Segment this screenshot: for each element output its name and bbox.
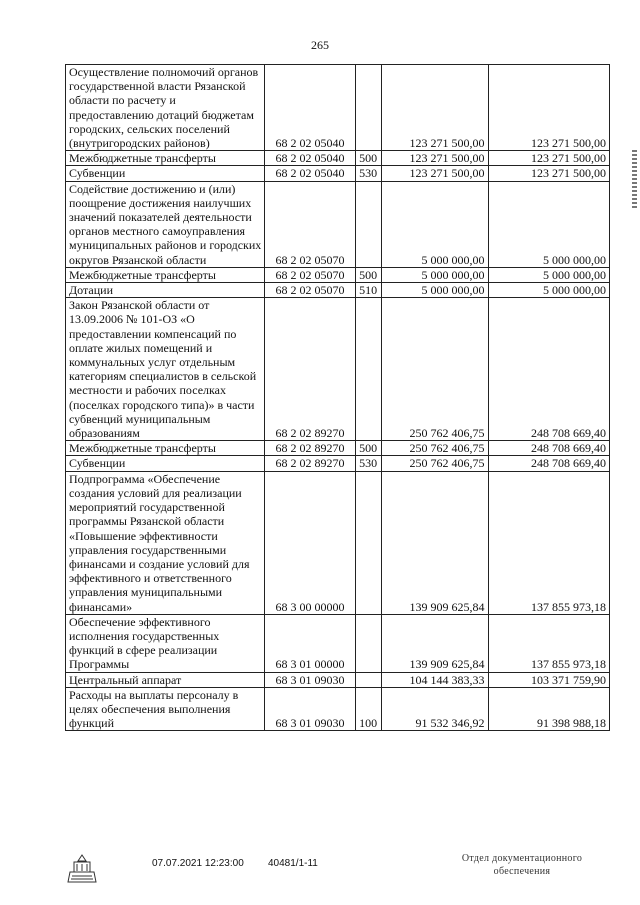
amount-actual: 248 708 669,40 bbox=[488, 298, 609, 441]
table-row bbox=[66, 151, 610, 166]
target-code: 68 2 02 05040 bbox=[265, 166, 355, 181]
stamp-line: обеспечения bbox=[493, 866, 551, 877]
target-code: 68 2 02 89270 bbox=[265, 298, 355, 441]
amount-actual: 123 271 500,00 bbox=[488, 166, 609, 181]
emblem-icon bbox=[60, 852, 104, 888]
item-name: Закон Рязанской области от 13.09.2006 № 101-ОЗ «О предоставлении компенсаций по оплате жилых помещений и коммунальных услуг отдельным категориям специалистов в сельской местности и рабочих поселках (поселках городского типа)» в части субвенций муниципальным образованиям bbox=[66, 298, 265, 441]
expense-type: 510 bbox=[355, 283, 381, 298]
target-code: 68 3 01 09030 bbox=[265, 672, 355, 687]
table-row bbox=[66, 181, 610, 267]
amount-actual: 5 000 000,00 bbox=[488, 181, 609, 267]
table-row bbox=[66, 166, 610, 181]
target-code: 68 2 02 05040 bbox=[265, 65, 355, 151]
expense-type: 100 bbox=[355, 687, 381, 731]
target-code: 68 2 02 05070 bbox=[265, 267, 355, 282]
expense-type bbox=[355, 614, 381, 672]
amount-actual: 123 271 500,00 bbox=[488, 65, 609, 151]
target-code: 68 2 02 05070 bbox=[265, 181, 355, 267]
item-name: Субвенции bbox=[66, 166, 265, 181]
amount-actual: 248 708 669,40 bbox=[488, 441, 609, 456]
table-row bbox=[66, 687, 610, 731]
amount-actual: 5 000 000,00 bbox=[488, 267, 609, 282]
amount-plan: 91 532 346,92 bbox=[381, 687, 488, 731]
item-name: Межбюджетные трансферты bbox=[66, 267, 265, 282]
amount-actual: 5 000 000,00 bbox=[488, 283, 609, 298]
table-row bbox=[66, 298, 610, 441]
expense-type: 530 bbox=[355, 456, 381, 471]
expense-type: 530 bbox=[355, 166, 381, 181]
expense-type bbox=[355, 65, 381, 151]
scan-edge-mark bbox=[632, 150, 637, 210]
footer-doc-number: 40481/1-11 bbox=[268, 858, 318, 869]
item-name: Обеспечение эффективного исполнения государственных функций в сфере реализации Программы bbox=[66, 614, 265, 672]
target-code: 68 2 02 89270 bbox=[265, 456, 355, 471]
target-code: 68 3 01 00000 bbox=[265, 614, 355, 672]
expense-type: 500 bbox=[355, 151, 381, 166]
item-name: Дотации bbox=[66, 283, 265, 298]
amount-plan: 5 000 000,00 bbox=[381, 181, 488, 267]
target-code: 68 2 02 05040 bbox=[265, 151, 355, 166]
amount-plan: 123 271 500,00 bbox=[381, 65, 488, 151]
target-code: 68 3 01 09030 bbox=[265, 687, 355, 731]
amount-actual: 103 371 759,90 bbox=[488, 672, 609, 687]
item-name: Подпрограмма «Обеспечение создания условий для реализации мероприятий государственной программы Рязанской области «Повышение эффективности управления государственными финансами и создание условий для эффективного и ответственного управления муниципальными финансами» bbox=[66, 471, 265, 614]
target-code: 68 2 02 89270 bbox=[265, 441, 355, 456]
expense-type bbox=[355, 298, 381, 441]
amount-actual: 248 708 669,40 bbox=[488, 456, 609, 471]
item-name: Расходы на выплаты персоналу в целях обеспечения выполнения функций bbox=[66, 687, 265, 731]
page-number: 265 bbox=[311, 38, 329, 52]
amount-plan: 139 909 625,84 bbox=[381, 614, 488, 672]
amount-plan: 139 909 625,84 bbox=[381, 471, 488, 614]
table-row bbox=[66, 283, 610, 298]
amount-plan: 123 271 500,00 bbox=[381, 166, 488, 181]
amount-plan: 104 144 383,33 bbox=[381, 672, 488, 687]
item-name: Центральный аппарат bbox=[66, 672, 265, 687]
table-row bbox=[66, 65, 610, 151]
item-name: Содействие достижению и (или) поощрение достижения наилучших значений показателей деятельности органов местного самоуправления муниципальных районов и городских округов Рязанской области bbox=[66, 181, 265, 267]
footer-date: 07.07.2021 12:23:00 bbox=[152, 858, 244, 869]
expense-type: 500 bbox=[355, 267, 381, 282]
document-footer bbox=[60, 852, 620, 892]
target-code: 68 3 00 00000 bbox=[265, 471, 355, 614]
budget-table bbox=[65, 64, 610, 731]
item-name: Межбюджетные трансферты bbox=[66, 151, 265, 166]
table-row bbox=[66, 471, 610, 614]
table-row bbox=[66, 672, 610, 687]
stamp-line: Отдел документационного bbox=[461, 853, 583, 864]
amount-plan: 250 762 406,75 bbox=[381, 441, 488, 456]
item-name: Межбюджетные трансферты bbox=[66, 441, 265, 456]
expense-type bbox=[355, 672, 381, 687]
table-row bbox=[66, 267, 610, 282]
department-stamp bbox=[442, 852, 602, 878]
amount-actual: 123 271 500,00 bbox=[488, 151, 609, 166]
amount-plan: 5 000 000,00 bbox=[381, 283, 488, 298]
target-code: 68 2 02 05070 bbox=[265, 283, 355, 298]
table-row bbox=[66, 614, 610, 672]
table-row bbox=[66, 456, 610, 471]
amount-plan: 250 762 406,75 bbox=[381, 298, 488, 441]
amount-actual: 137 855 973,18 bbox=[488, 614, 609, 672]
amount-plan: 5 000 000,00 bbox=[381, 267, 488, 282]
amount-plan: 123 271 500,00 bbox=[381, 151, 488, 166]
amount-actual: 137 855 973,18 bbox=[488, 471, 609, 614]
item-name: Субвенции bbox=[66, 456, 265, 471]
amount-actual: 91 398 988,18 bbox=[488, 687, 609, 731]
amount-plan: 250 762 406,75 bbox=[381, 456, 488, 471]
table-row bbox=[66, 441, 610, 456]
expense-type: 500 bbox=[355, 441, 381, 456]
expense-type bbox=[355, 181, 381, 267]
item-name: Осуществление полномочий органов государственной власти Рязанской области по расчету и предоставлению дотаций бюджетам городских, сельских поселений (внутригородских районов) bbox=[66, 65, 265, 151]
expense-type bbox=[355, 471, 381, 614]
